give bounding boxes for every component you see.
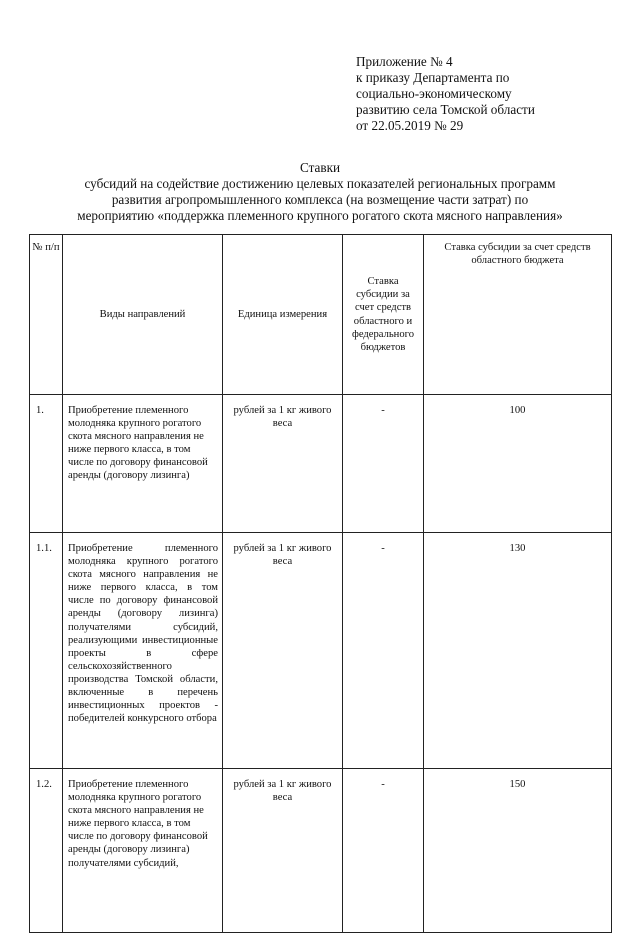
table-row xyxy=(30,533,612,769)
title-line: Ставки xyxy=(299,160,341,175)
table-row xyxy=(30,395,612,533)
row-unit: рублей за 1 кг живого веса xyxy=(223,769,343,933)
table-header-row xyxy=(30,235,612,395)
row-num: 1.2. xyxy=(30,769,63,933)
appendix-block xyxy=(356,54,535,134)
row-unit: рублей за 1 кг живого веса xyxy=(223,533,343,769)
document-title xyxy=(0,160,640,224)
appendix-line: к приказу Департамента по xyxy=(356,70,510,85)
header-kind: Виды направлений xyxy=(63,235,223,395)
row-kind: Приобретение племенного молодняка крупного рогатого скота мясного направления не ниже первого класса, в том числе по договору финансовой аренды (договору лизинга) получателями субсидий, xyxy=(63,769,223,933)
row-kind: Приобретение племенного молодняка крупного рогатого скота мясного направления не ниже первого класса, в том числе по договору финансовой аренды (договору лизинга) получателями субсидий, реализующими инвестиционные проекты в сфере сельскохозяйственного производства Томской области, включенные в перечень инвестиционных проектов - победителей конкурсного отбора xyxy=(63,533,223,769)
appendix-line: Приложение № 4 xyxy=(356,54,453,69)
header-rate-federal: Ставка субсидии за счет средств областного и федерального бюджетов xyxy=(343,235,424,395)
row-rate-regional: 100 xyxy=(424,395,612,533)
row-rate-federal: - xyxy=(343,769,424,933)
table-row xyxy=(30,769,612,933)
row-kind: Приобретение племенного молодняка крупного рогатого скота мясного направления не ниже первого класса, в том числе по договору финансовой аренды (договору лизинга) xyxy=(63,395,223,533)
row-num: 1.1. xyxy=(30,533,63,769)
appendix-line: социально-экономическому xyxy=(356,86,512,101)
appendix-line: развитию села Томской области xyxy=(356,102,535,117)
title-line: мероприятию «поддержка племенного крупного рогатого скота мясного направления» xyxy=(77,208,563,223)
header-unit: Единица измерения xyxy=(223,235,343,395)
row-rate-federal: - xyxy=(343,395,424,533)
header-rate-regional: Ставка субсидии за счет средств областного бюджета xyxy=(424,235,612,395)
row-rate-regional: 150 xyxy=(424,769,612,933)
row-rate-federal: - xyxy=(343,533,424,769)
header-num: № п/п xyxy=(30,235,63,395)
title-line: развития агропромышленного комплекса (на возмещение части затрат) по xyxy=(111,192,529,207)
appendix-line: от 22.05.2019 № 29 xyxy=(356,118,464,133)
row-rate-regional: 130 xyxy=(424,533,612,769)
rates-table xyxy=(29,234,612,933)
row-num: 1. xyxy=(30,395,63,533)
title-line: субсидий на содействие достижению целевых показателей региональных программ xyxy=(84,176,556,191)
row-unit: рублей за 1 кг живого веса xyxy=(223,395,343,533)
